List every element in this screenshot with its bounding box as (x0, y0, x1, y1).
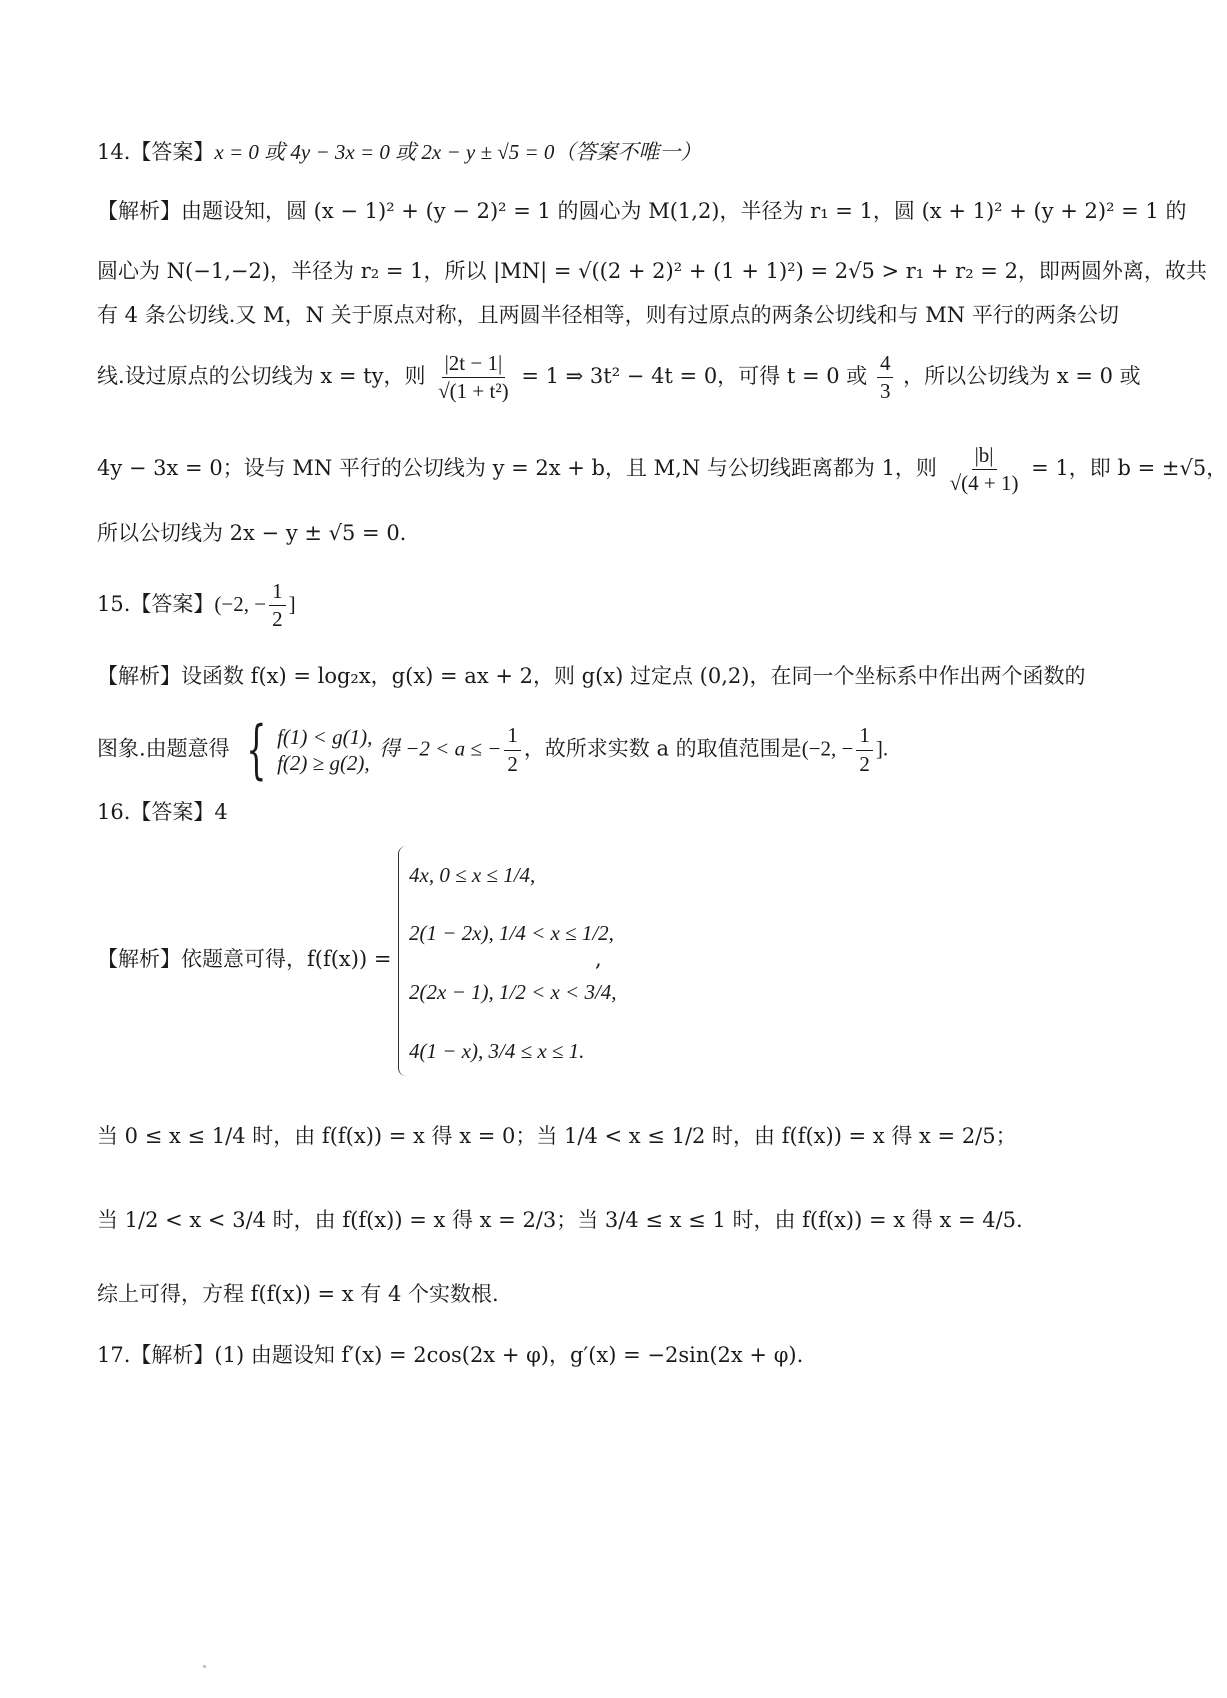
q15-line2: 图象.由题意得 { f(1) < g(1), f(2) ≥ g(2), 得 −2 < a ≤ − $\frac{1}{2}$ ，故所求实数 a 的取值范围是(−2, − $\frac{1}{2}$ ]. (97, 713, 889, 787)
q16-trail: , (595, 947, 602, 971)
fraction: $\frac{|b|}{√(4 + 1)}$ (949, 443, 1019, 496)
fraction: $\frac{4}{3}$ (877, 352, 894, 403)
q16-intro: 【解析】依题意可得，f(f(x)) = (97, 947, 392, 971)
q15-line1: 【解析】设函数 f(x) = log₂x，g(x) = ax + 2，则 g(x) 过定点 (0,2)，在同一个坐标系中作出两个函数的 (97, 664, 1086, 688)
piecewise-brace (398, 846, 409, 1076)
fraction: $\frac{1}{2}$ (504, 724, 521, 775)
fraction: $\frac{1}{2}$ (856, 724, 873, 775)
left-brace: { (246, 713, 267, 787)
q15-answer: 15.【答案】(−2, − $\frac{1}{2}$ ] (97, 579, 296, 632)
q16-summary: 综上可得，方程 f(f(x)) = x 有 4 个实数根. (97, 1282, 499, 1306)
q16-line1: 当 0 ≤ x ≤ 1/4 时，由 f(f(x)) = x 得 x = 0；当 1/4 < x ≤ 1/2 时，由 f(f(x)) = x 得 x = 2/5； (97, 1124, 1017, 1148)
q14-line1: 【解析】由题设知，圆 (x − 1)² + (y − 2)² = 1 的圆心为 M(1,2)，半径为 r₁ = 1，圆 (x + 1)² + (y + 2)² = 1 的 (97, 199, 1187, 223)
q14-line2: 圆心为 N(−1,−2)，半径为 r₂ = 1，所以 |MN| = √((2 + 2)² + (1 + 1)²) = 2√5 > r₁ + r₂ = 2，即两圆外离，故共 (97, 259, 1207, 283)
q14-line4: 线.设过原点的公切线为 x = ty，则 $\frac{|2t - 1|}{\text{√(1 + t²)}}$ = 1 ⇒ 3t² − 4t = 0，可得 t = 0 或 $\frac{4}{3}$ ，所以公切线为 x = 0 或 (97, 351, 1141, 404)
fraction: $\frac{|2t - 1|}{\text{√(1 + t²)}}$ (438, 351, 509, 404)
q14-line3: 有 4 条公切线.又 M，N 关于原点对称，且两圆半径相等，则有过原点的两条公切线和与 MN 平行的两条公切 (97, 303, 1119, 327)
q16-case-3: 2(2x − 1), 1/2 < x < 3/4, (409, 980, 617, 1004)
q16-answer: 16.【答案】4 (97, 800, 228, 824)
q16-line2: 当 1/2 < x < 3/4 时，由 f(f(x)) = x 得 x = 2/3；当 3/4 ≤ x ≤ 1 时，由 f(f(x)) = x 得 x = 4/5. (97, 1208, 1023, 1232)
page-mark (203, 1665, 206, 1668)
q16-case-1: 4x, 0 ≤ x ≤ 1/4, (409, 863, 536, 887)
q16-case-4: 4(1 − x), 3/4 ≤ x ≤ 1. (409, 1039, 585, 1063)
q16-case-2: 2(1 − 2x), 1/4 < x ≤ 1/2, (409, 921, 614, 945)
fraction: $\frac{1}{2}$ (269, 580, 286, 631)
q17-line1: 17.【解析】(1) 由题设知 f′(x) = 2cos(2x + φ)，g′(x) = −2sin(2x + φ). (97, 1343, 804, 1367)
q14-line6: 所以公切线为 2x − y ± √5 = 0. (97, 521, 407, 545)
q14-answer: 14.【答案】x = 0 或 4y − 3x = 0 或 2x − y ± √5 = 0（答案不唯一） (97, 140, 702, 164)
q14-line5: 4y − 3x = 0；设与 MN 平行的公切线为 y = 2x + b，且 M,N 与公切线距离都为 1，则 $\frac{|b|}{√(4 + 1)}$ = 1，即 b = ±√5， (97, 443, 1227, 496)
